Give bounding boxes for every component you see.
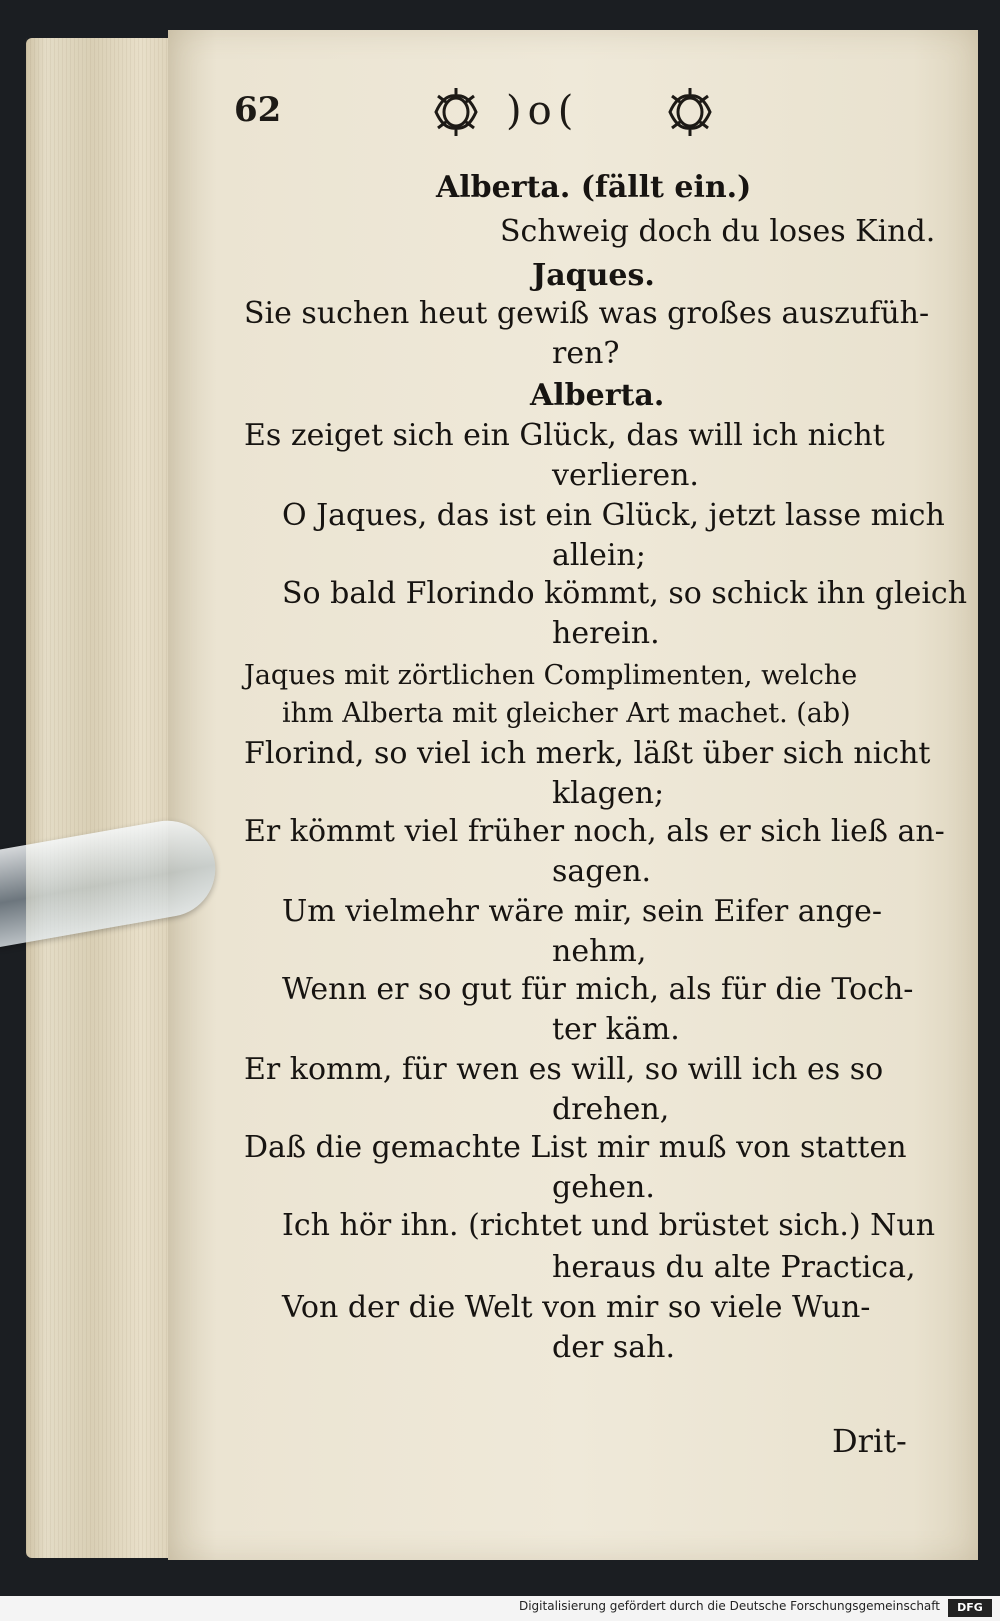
text-line: sagen. bbox=[552, 854, 652, 889]
text-line: ren? bbox=[552, 336, 620, 371]
text-line: Alberta. (fällt ein.) bbox=[436, 170, 752, 205]
text-line: gehen. bbox=[552, 1170, 655, 1205]
page-number: 62 bbox=[234, 90, 282, 130]
text-line: O Jaques, das ist ein Glück, jetzt lasse mich bbox=[282, 498, 945, 533]
text-line: allein; bbox=[552, 538, 646, 573]
text-line: heraus du alte Practica, bbox=[552, 1250, 916, 1285]
text-line: Florind, so viel ich merk, läßt über sich nicht bbox=[244, 736, 931, 771]
catchword: Drit- bbox=[832, 1422, 907, 1460]
text-line: Alberta. bbox=[530, 378, 665, 413]
text-line: Jaques mit zörtlichen Complimenten, welche bbox=[244, 660, 858, 691]
text-line: ter käm. bbox=[552, 1012, 680, 1047]
text-line: Es zeiget sich ein Glück, das will ich nicht bbox=[244, 418, 885, 453]
text-line: Ich hör ihn. (richtet und brüstet sich.) Nun bbox=[282, 1208, 936, 1243]
text-line: verlieren. bbox=[552, 458, 699, 493]
text-line: Sie suchen heut gewiß was großes auszufüh- bbox=[244, 296, 930, 331]
dfg-logo: DFG bbox=[948, 1599, 992, 1617]
header-ornament: )o( bbox=[506, 88, 580, 134]
text-line: Um vielmehr wäre mir, sein Eifer ange- bbox=[282, 894, 883, 929]
text-line: Er komm, für wen es will, so will ich es so bbox=[244, 1052, 884, 1087]
floral-ornament-icon bbox=[664, 86, 716, 138]
text-line: herein. bbox=[552, 616, 660, 651]
text-line: klagen; bbox=[552, 776, 665, 811]
text-line: Er kömmt viel früher noch, als er sich ließ an- bbox=[244, 814, 945, 849]
footer-bar bbox=[0, 1596, 1000, 1621]
text-line: der sah. bbox=[552, 1330, 675, 1365]
text-line: nehm, bbox=[552, 934, 647, 969]
text-line: Wenn er so gut für mich, als für die Toch- bbox=[282, 972, 914, 1007]
page-edges bbox=[26, 38, 191, 1558]
footer-credit: Digitalisierung gefördert durch die Deutsche Forschungsgemeinschaft bbox=[518, 1599, 940, 1613]
text-line: ihm Alberta mit gleicher Art machet. (ab) bbox=[282, 698, 851, 729]
floral-ornament-icon bbox=[430, 86, 482, 138]
page-header bbox=[234, 86, 934, 146]
text-line: Von der die Welt von mir so viele Wun- bbox=[282, 1290, 871, 1325]
text-line: Jaques. bbox=[532, 258, 655, 293]
text-line: drehen, bbox=[552, 1092, 670, 1127]
text-line: So bald Florindo kömmt, so schick ihn gleich bbox=[282, 576, 968, 611]
text-line: Schweig doch du loses Kind. bbox=[500, 214, 936, 249]
text-line: Daß die gemachte List mir muß von statten bbox=[244, 1130, 907, 1165]
